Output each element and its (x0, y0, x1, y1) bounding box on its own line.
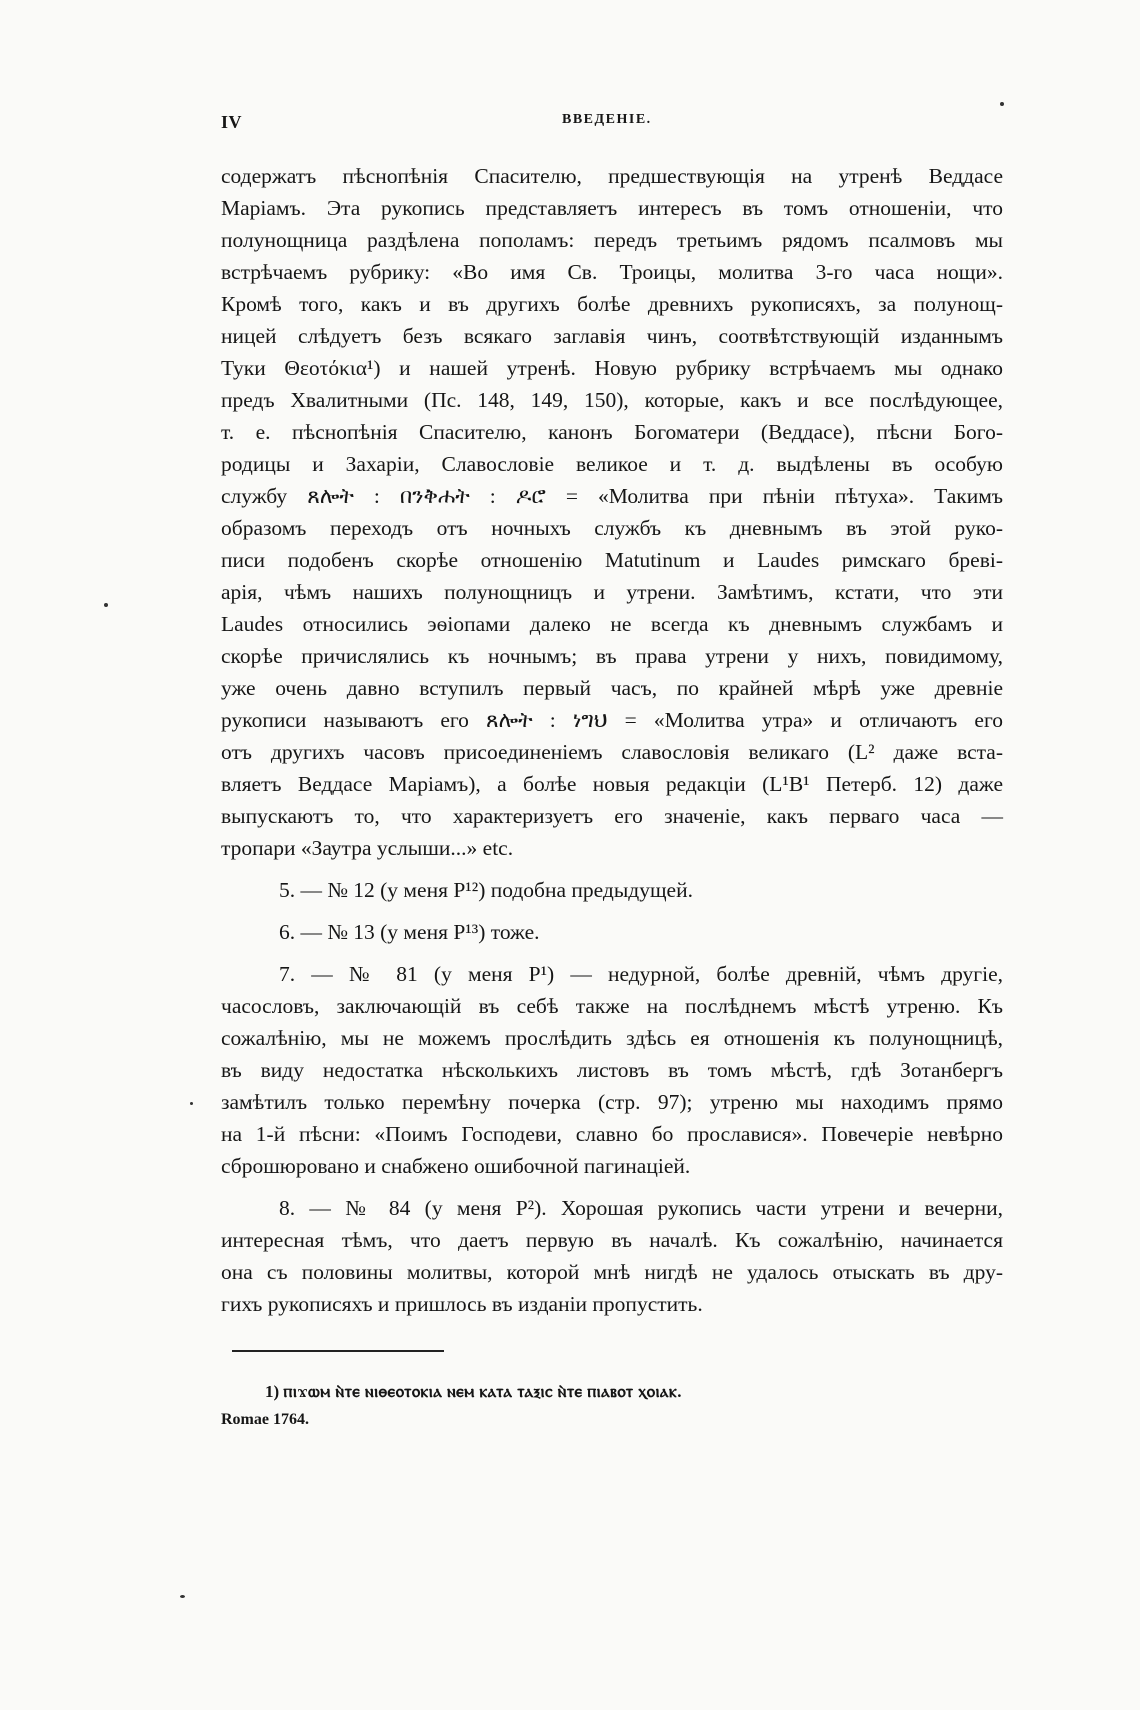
item-8: 8. — № 84 (у меня P²). Хорошая рукопись части утрени и вечерни, (279, 1196, 1003, 1220)
text-line: т. е. пѣснопѣнія Спасителю, канонъ Богоматери (Веддасе), пѣсни Бого- (221, 420, 1003, 444)
footnote-source: Romae 1764. (221, 1411, 309, 1428)
text-line: она съ половины молитвы, которой мнѣ нигдѣ не удалось отыскать въ дру- (221, 1260, 1003, 1284)
text-line: родицы и Захаріи, Славословіе великое и т. д. выдѣлены въ особую (221, 452, 1003, 476)
item-7: 7. — № 81 (у меня P¹) — недурной, болѣе древній, чѣмъ другіе, (279, 962, 1003, 986)
text-line: образомъ переходъ отъ ночныхъ службъ къ дневнымъ въ этой руко- (221, 516, 1003, 540)
text-line: уже очень давно вступилъ первый часъ, по крайней мѣрѣ уже древніе (221, 676, 1003, 700)
text-line: вляетъ Веддасе Маріамъ), а болѣе новыя редакціи (L¹B¹ Петерб. 12) даже (221, 772, 1003, 796)
text-line: замѣтилъ только перемѣну почерка (стр. 97); утреню мы находимъ прямо (221, 1090, 1003, 1114)
running-head: ВВЕДЕНIЕ. (562, 112, 652, 127)
footnote-text: ⲡⲓϫⲱⲙ ⲛ̀ⲧⲉ ⲛⲓⲑⲉⲟⲧⲟⲕⲓⲁ ⲛⲉⲙ ⲕⲁⲧⲁ ⲧⲁⲝⲓⲥ ⲛ̀ⲧⲉ ⲡⲓⲁⲃⲟⲧ ⲭⲟⲓⲁⲕ. (283, 1382, 683, 1401)
text-line: выпускаютъ то, что характеризуетъ его значеніе, какъ перваго часа — (221, 804, 1003, 828)
text-line: отъ другихъ часовъ присоединеніемъ славословія великаго (L² даже вста- (221, 740, 1003, 764)
scan-speck (104, 603, 108, 607)
text-line: Маріамъ. Эта рукопись представляетъ интересъ въ томъ отношеніи, что (221, 196, 1003, 220)
page-number: IV (221, 112, 243, 132)
scan-speck (1000, 102, 1004, 106)
text-line: на 1-й пѣсни: «Поимъ Господеви, славно бо прославися». Повечеріе невѣрно (221, 1122, 1003, 1146)
text-line: Туки Θεοτόκια¹) и нашей утренѣ. Новую рубрику встрѣчаемъ мы однако (221, 356, 1003, 380)
text-line: Laudes относились эѳіопами далеко не всегда къ дневнымъ службамъ и (221, 612, 1003, 636)
text-line: ницей слѣдуетъ безъ всякаго заглавія чинъ, соотвѣтствующій изданнымъ (221, 324, 1003, 348)
scan-speck (190, 1102, 193, 1105)
text-line: рукописи называютъ его ጸሎት : ነግህ = «Молитва утра» и отличаютъ его (221, 708, 1003, 732)
text-line: тропари «Заутра услыши...» etc. (221, 836, 514, 860)
text-line: Кромѣ того, какъ и въ другихъ болѣе древнихъ рукописяхъ, за полунощ- (221, 292, 1003, 316)
text-line: предъ Хвалитными (Пс. 148, 149, 150), которые, какъ и все послѣдующее, (221, 388, 1003, 412)
text-line: часословъ, заключающій въ себѣ также на послѣднемъ мѣстѣ утреню. Къ (221, 994, 1003, 1018)
text-line: встрѣчаемъ рубрику: «Во имя Св. Троицы, молитва 3-го часа нощи». (221, 260, 1003, 284)
item-6: 6. — № 13 (у меня P¹³) тоже. (279, 920, 540, 944)
text-line: содержатъ пѣснопѣнія Спасителю, предшествующія на утренѣ Веддасе (221, 164, 1003, 188)
item-5: 5. — № 12 (у меня P¹²) подобна предыдущей. (279, 878, 693, 902)
footnote-marker: 1) (265, 1382, 280, 1401)
text-line: интересная тѣмъ, что даетъ первую въ началѣ. Къ сожалѣнію, начинается (221, 1228, 1003, 1252)
text-line: писи подобенъ скорѣе отношенію Matutinum и Laudes римскаго бреві- (221, 548, 1003, 572)
body-text (221, 160, 1003, 1320)
text-line: полунощница раздѣлена пополамъ: передъ третьимъ рядомъ псалмовъ мы (221, 228, 1003, 252)
text-line: гихъ рукописяхъ и пришлось въ изданіи пропустить. (221, 1292, 703, 1316)
text-line: сброшюровано и снабжено ошибочной пагинаціей. (221, 1154, 691, 1178)
text-line: арія, чѣмъ нашихъ полунощницъ и утрени. Замѣтимъ, кстати, что эти (221, 580, 1003, 604)
text-line: въ виду недостатка нѣсколькихъ листовъ въ томъ мѣстѣ, гдѣ Зотанбергъ (221, 1058, 1003, 1082)
footnote-divider (232, 1350, 444, 1352)
scan-speck (180, 1595, 185, 1598)
text-line: службу ጸሎት : በንቅሐት : ዶሮ = «Молитва при пѣніи пѣтуха». Такимъ (221, 484, 1003, 508)
text-line: сожалѣнію, мы не можемъ прослѣдить здѣсь ея отношенія къ полунощницѣ, (221, 1026, 1003, 1050)
text-line: скорѣе причислялись къ ночнымъ; въ права утрени у нихъ, повидимому, (221, 644, 1003, 668)
footnote (221, 1378, 1003, 1406)
